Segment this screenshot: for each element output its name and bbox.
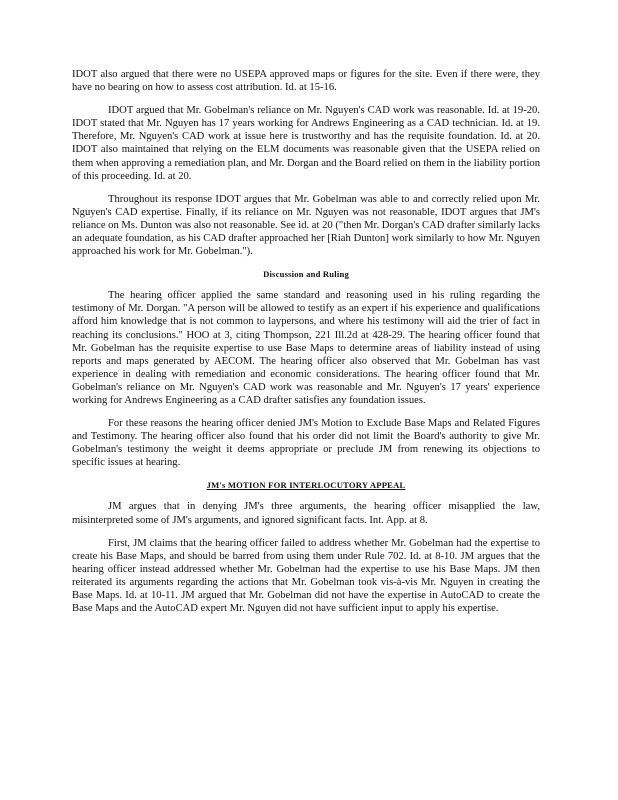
- paragraph-4: The hearing officer applied the same standard and reasoning used in his ruling regarding the testimony of Mr. Dorgan. "A person will be allowed to testify as an expert if his experience and qualifications afford him knowledge that is not common to laypersons, and where his testimony will aid the trier of fact in reaching its conclusions." HOO at 3, citing Thompson, 221 Ill.2d at 428-29. The hearing officer found that Mr. Gobelman has the requisite expertise to use Base Maps to determine areas of liability instead of using reports and maps generated by AECOM. The hearing officer also observed that Mr. Gobelman has vast experience in dealing with remediation and economic considerations. The hearing officer found that Mr. Gobelman's reliance on Mr. Nguyen's CAD work was reasonable and Mr. Nguyen's 17 years' experience working for Andrews Engineering as a CAD drafter satisfies any foundation issues.: [72, 290, 540, 406]
- section-heading-motion: JM's MOTION FOR INTERLOCUTORY APPEAL: [206, 480, 406, 491]
- section-heading-discussion: Discussion and Ruling: [263, 269, 349, 280]
- paragraph-2: IDOT argued that Mr. Gobelman's reliance on Mr. Nguyen's CAD work was reasonable. Id. at 19-20. IDOT stated that Mr. Nguyen has 17 years working for Andrews Engineering as a CAD technician. Id. at 19. Therefore, Mr. Nguyen's CAD work at issue here is trustworthy and has the requisite foundation. Id. at 20. IDOT also maintained that relying on the ELM documents was reasonable given that the USEPA relied on them when approving a remediation plan, and Mr. Dorgan and the Board relied on them in the liability portion of this proceeding. Id. at 20.: [72, 105, 540, 182]
- paragraph-5: For these reasons the hearing officer denied JM's Motion to Exclude Base Maps and Related Figures and Testimony. The hearing officer also found that his order did not limit the Board's authority to give Mr. Gobelman's testimony the weight it deems appropriate or preclude JM from renewing its objections to specific issues at hearing.: [72, 418, 540, 469]
- paragraph-6: JM argues that in denying JM's three arguments, the hearing officer misapplied the law, misinterpreted some of JM's arguments, and ignored significant facts. Int. App. at 8.: [72, 501, 540, 526]
- paragraph-3: Throughout its response IDOT argues that Mr. Gobelman was able to and correctly relied upon Mr. Nguyen's CAD expertise. Finally, if its reliance on Mr. Nguyen was not reasonable, IDOT argues that JM's reliance on Ms. Dunton was also not reasonable. See id. at 20 ("then Mr. Dorgan's CAD drafter similarly lacks an adequate foundation, as his CAD drafter approached her [Riah Dunton] work similarly to how Mr. Nguyen approached his work for Mr. Gobelman.").: [72, 193, 540, 258]
- paragraph-1: IDOT also argued that there were no USEPA approved maps or figures for the site. Even if there were, they have no bearing on how to assess cost attribution. Id. at 15-16.: [72, 69, 540, 94]
- paragraph-7: First, JM claims that the hearing officer failed to address whether Mr. Gobelman had the expertise to create his Base Maps, and should be barred from using them under Rule 702. Id. at 8-10. JM argues that the hearing officer instead addressed whether Mr. Gobelman had the expertise to use his Base Maps. JM then reiterated its arguments regarding the actions that Mr. Gobelman took vis-à-vis Mr. Nguyen in creating the Base Maps. Id. at 10-11. JM argued that Mr. Gobelman did not have the expertise in AutoCAD to create the Base Maps and the AutoCAD expert Mr. Nguyen did not have sufficient input to apply his expertise.: [72, 537, 540, 615]
